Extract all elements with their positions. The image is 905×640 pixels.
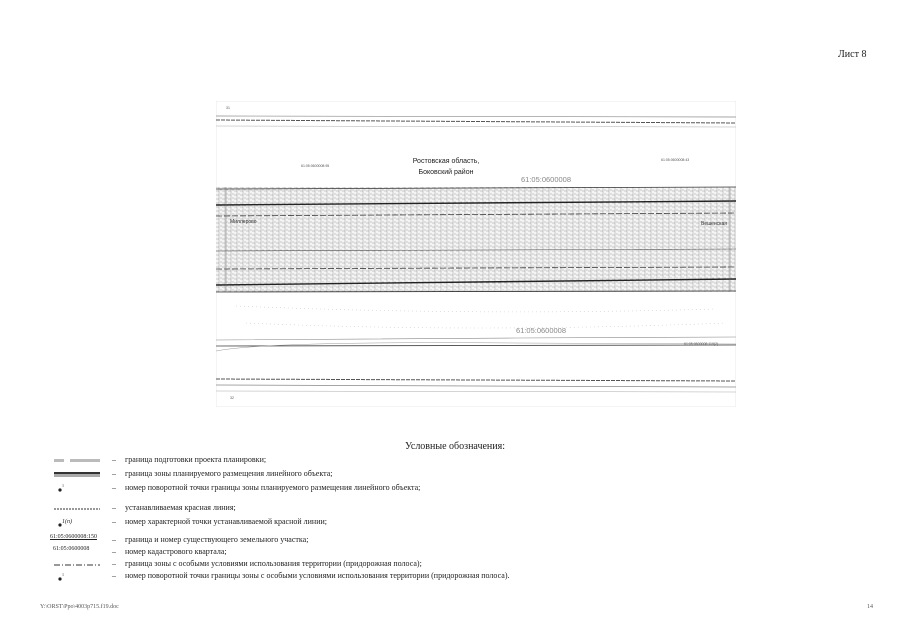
planning-boundary-symbol xyxy=(50,455,105,467)
roadside-zone-symbol xyxy=(50,559,105,571)
planning-map xyxy=(216,101,736,407)
legend-item: 1 – номер поворотной точки границы зоны планируемого размещения линейного объекта; xyxy=(40,483,740,495)
legend-text: граница зоны с особыми условиями использования территории (придорожная полоса); xyxy=(125,559,422,568)
point-number: 31 xyxy=(226,106,230,110)
parcel-label: 61:05:0600008:43 xyxy=(661,158,690,162)
legend-text: номер характерной точки устанавливаемой красной линии; xyxy=(125,517,327,526)
legend-text: номер кадастрового квартала; xyxy=(125,547,227,556)
legend-item: – граница подготовки проекта планировки; xyxy=(40,455,740,467)
point-number: 32 xyxy=(230,396,234,400)
turning-point-symbol xyxy=(50,483,105,495)
legend-text: граница зоны планируемого размещения линейного объекта; xyxy=(125,469,333,478)
quarter-label-top: 61:05:0600008 xyxy=(520,175,572,184)
parcel-label: 61:05:0600008:95 xyxy=(301,164,330,168)
svg-text:1: 1 xyxy=(62,572,64,577)
sheet-label: Лист 8 xyxy=(838,49,867,60)
legend-item: 61:05:0600008:150 – граница и номер существующего земельного участка; xyxy=(50,534,309,544)
quarter-number-symbol: 61:05:0600008 xyxy=(53,546,90,552)
footer-path: Y:\ORST\Ppo\4003p715.f19.doc xyxy=(40,604,119,610)
roadside-point-symbol xyxy=(50,571,105,583)
legend-item: 1 – номер поворотной точки границы зоны с особыми условиями использования территории (придорожная полоса). xyxy=(40,571,740,583)
legend-item: – устанавливаемая красная линия; xyxy=(40,503,740,515)
svg-text:1(п): 1(п) xyxy=(62,519,72,525)
legend-item: 61:05:0600008 – номер кадастрового квартала; xyxy=(53,546,227,556)
zone-boundary-symbol xyxy=(50,469,105,481)
legend-title: Условные обозначения: xyxy=(405,441,506,452)
legend-text: номер поворотной точки границы зоны с особыми условиями использования территории (придорожная полоса). xyxy=(125,571,510,580)
place-label-right: Вешенская xyxy=(701,221,727,227)
red-line-symbol xyxy=(50,503,105,515)
legend-item: 1(п) – номер характерной точки устанавливаемой красной линии; xyxy=(40,517,740,529)
place-label-left: Миллерово xyxy=(230,219,257,225)
legend-text: граница подготовки проекта планировки; xyxy=(125,455,267,464)
region-label-line2: Боковский район xyxy=(418,169,474,176)
svg-text:1: 1 xyxy=(62,483,64,488)
legend-item: – граница зоны планируемого размещения линейного объекта; xyxy=(40,469,740,481)
parcel-label: 61:05:0600008:119(2) xyxy=(684,342,719,346)
red-line-point-symbol xyxy=(50,517,105,529)
quarter-label-bottom: 61:05:0600008 xyxy=(515,326,567,335)
page-number: 14 xyxy=(867,604,873,610)
region-label-line1: Ростовская область, xyxy=(412,158,480,165)
legend-text: устанавливаемая красная линия; xyxy=(125,503,236,512)
parcel-number-symbol: 61:05:0600008:150 xyxy=(50,534,98,540)
legend-text: граница и номер существующего земельного участка; xyxy=(125,535,309,544)
legend-item: – граница зоны с особыми условиями использования территории (придорожная полоса); xyxy=(40,559,740,571)
legend-text: номер поворотной точки границы зоны планируемого размещения линейного объекта; xyxy=(125,483,421,492)
